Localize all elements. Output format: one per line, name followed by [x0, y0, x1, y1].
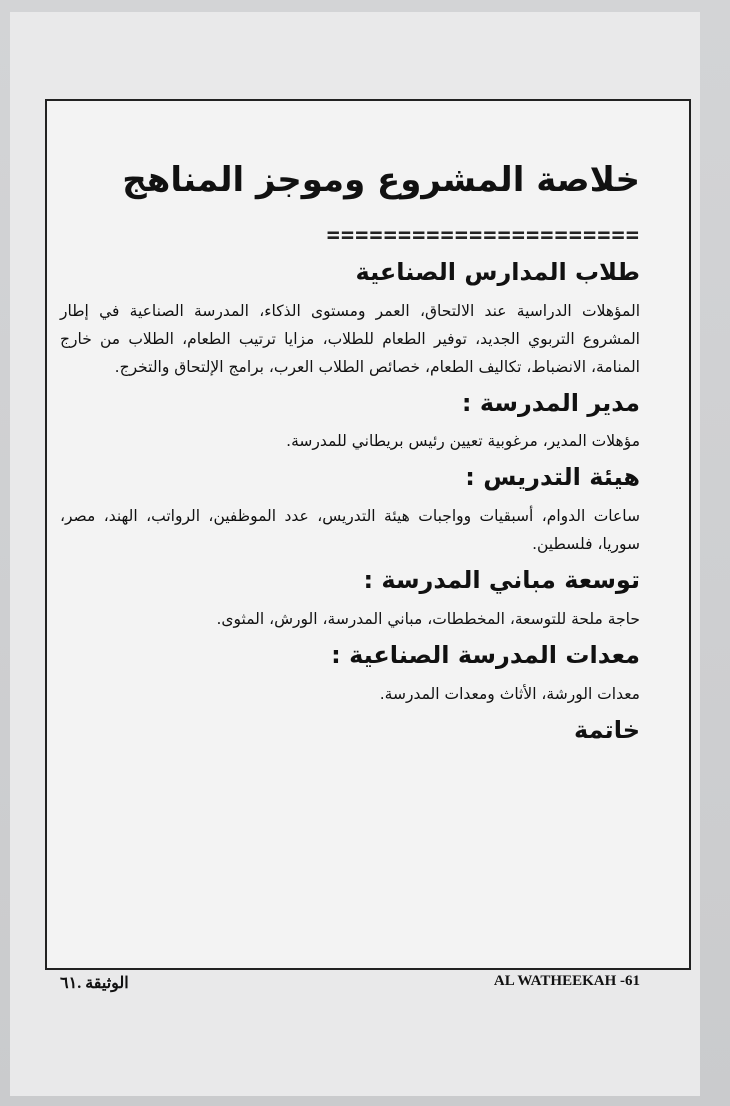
- section-heading: مدير المدرسة :: [461, 388, 640, 417]
- section-heading: هيئة التدريس :: [465, 463, 640, 492]
- footer-arabic-page-label: الوثيقة .٦١: [60, 975, 129, 992]
- section-body: معدات الورشة، الأثاث ومعدات المدرسة.: [379, 684, 640, 703]
- section-building-expansion: [60, 566, 640, 633]
- section-heading: توسعة مباني المدرسة :: [363, 566, 640, 595]
- section-teaching-staff: [60, 463, 640, 558]
- section-heading: طلاب المدارس الصناعية: [355, 257, 640, 286]
- section-equipment: [60, 641, 640, 708]
- section-body: المؤهلات الدراسية عند الالتحاق، العمر ومستوى الذكاء، المدرسة الصناعية في إطار المشروع التربوي الجديد، توفير الطعام للطلاب، مزايا ترتيب الطعام، الطلاب من خارج المنامة، الانضباط، تكاليف الطعام، خصائص الطلاب العرب، برامج الإلتحاق والتخرج.: [60, 301, 640, 376]
- section-conclusion: [60, 716, 640, 745]
- section-principal: [60, 389, 640, 456]
- section-body: مؤهلات المدير، مرغوبية تعيين رئيس بريطاني للمدرسة.: [286, 432, 640, 451]
- section-body: ساعات الدوام، أسبقيات وواجبات هيئة التدريس، عدد الموظفين، الرواتب، الهند، مصر، سوريا، فلسطين.: [60, 507, 640, 554]
- title-divider: ======================: [326, 222, 640, 248]
- footer-english-page-label: AL WATHEEKAH -61: [493, 973, 640, 989]
- section-students: [60, 258, 640, 381]
- section-heading: خاتمة: [574, 715, 640, 744]
- document-content: [60, 150, 640, 755]
- section-body: حاجة ملحة للتوسعة، المخططات، مباني المدرسة، الورش، المثوى.: [216, 609, 640, 628]
- section-heading: معدات المدرسة الصناعية :: [331, 640, 640, 669]
- document-title: خلاصة المشروع وموجز المناهج: [122, 160, 640, 200]
